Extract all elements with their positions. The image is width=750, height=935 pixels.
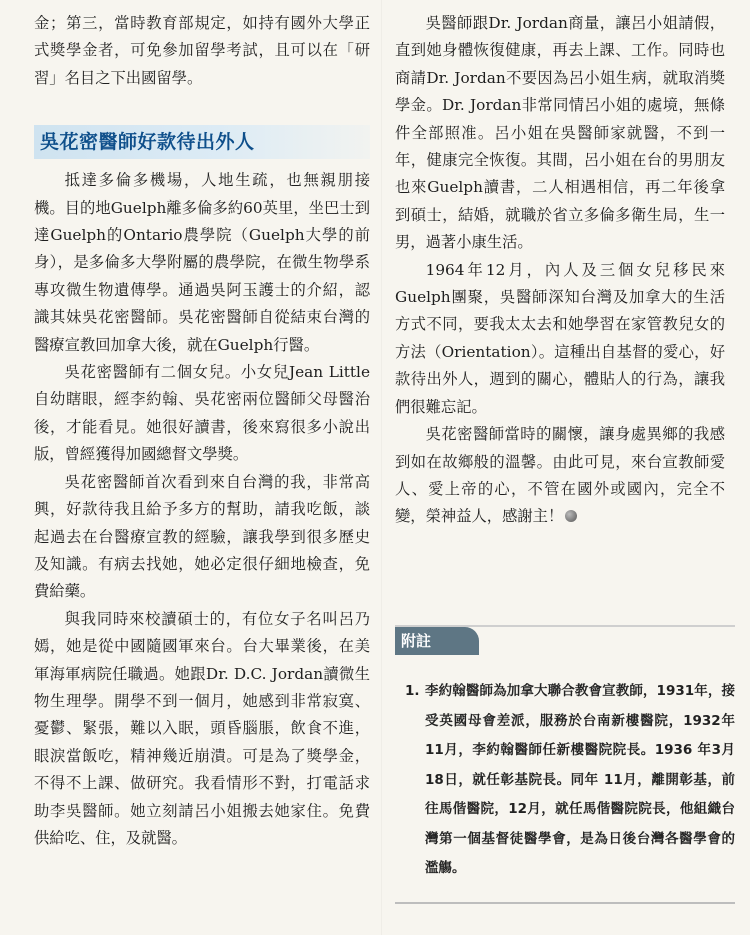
notes-list (395, 677, 735, 884)
footnote-item (395, 677, 735, 884)
left-column (34, 10, 370, 852)
body-paragraph: 吳花密醫師有二個女兒。小女兒Jean Little自幼瞎眼，經李約翰、吳花密兩位醫師父母醫治後，才能看見。她很好讀書，後來寫很多小說出版，曾經獲得加國總督文學獎。 (34, 363, 370, 464)
intro-paragraph: 金；第三，當時教育部規定，如持有國外大學正式獎學金者，可免參加留學考試，且可以在「研習」名目之下出國留學。 (34, 14, 370, 87)
page-gutter (381, 0, 382, 935)
body-paragraph: 吳醫師跟Dr. Jordan商量，讓呂小姐請假，直到她身體恢復健康，再去上課、工作。同時也商請Dr. Jordan不要因為呂小姐生病，就取消獎學金。Dr. Jordan非常同情呂小姐的處境，無條件全部照准。呂小姐在吳醫師家就醫，不到一年，健康完全恢復。其間，呂小姐在台的男朋友也來Guelph讀書，二人相遇相信，再二年後拿到碩士，結婚，就職於省立多倫多衛生局，生一男，過著小康生活。 (395, 14, 725, 252)
right-column (395, 10, 725, 531)
footnote-number: 1. (405, 683, 420, 699)
notes-header: 附註 (395, 627, 479, 655)
section-heading-text: 吳花密醫師好款待出外人 (40, 130, 255, 153)
body-paragraph: 1964年12月，內人及三個女兒移民來Guelph團聚，吳醫師深知台灣及加拿大的生活方式不同，要我太太去和她學習在家管教兒女的方法（Orientation）。這種出自基督的愛心，好款待出外人，週到的關心，體貼人的行為，讓我們很難忘記。 (395, 260, 725, 416)
section-heading (34, 125, 370, 159)
body-paragraph: 抵達多倫多機場，人地生疏，也無親朋接機。目的地Guelph離多倫多約60英里，坐巴士到達Guelph的Ontario農學院（Guelph大學的前身），是多倫多大學附屬的農學院，在微生物學系專攻微生物遺傳學。通過吳阿玉護士的介紹，認識其妹吳花密醫師。吳花密醫師自從結束台灣的醫療宣教回加拿大後，就在Guelph行醫。 (34, 171, 370, 354)
closing-paragraph-text: 吳花密醫師當時的關懷，讓身處異鄉的我感到如在故鄉般的溫馨。由此可見，來台宣教師愛人、愛上帝的心，不管在國外或國內，完全不變，榮神益人，感謝主！ (395, 425, 725, 526)
end-mark-icon (565, 510, 577, 522)
body-paragraph: 與我同時來校讀碩士的，有位女子名叫呂乃嫣，她是從中國隨國軍來台。台大畢業後，在美軍海軍病院任職過。她跟Dr. D.C. Jordan讀微生物生理學。開學不到一個月，她感到非常寂寞、憂鬱、緊張，難以入眠，頭昏腦脹，飲食不進，眼淚當飯吃，精神幾近崩潰。可是為了獎學金，不得不上課、做研究。我看情形不對，打電話求助李吳醫師。她立刻請呂小姐搬去她家住。免費供給吃、住，及就醫。 (34, 609, 370, 847)
closing-paragraph (395, 421, 725, 531)
body-paragraph: 吳花密醫師首次看到來自台灣的我，非常高興，好款待我且給予多方的幫助，請我吃飯，談起過去在台醫療宣教的經驗，讓我學到很多歷史及知識。有病去找她，她必定很仔細地檢查，免費給藥。 (34, 472, 370, 601)
notes-bottom-rule (395, 902, 735, 904)
footnote-text: 李約翰醫師為加拿大聯合教會宣教師，1931年，接受英國母會差派，服務於台南新樓醫院，1932年11月，李約翰醫師任新樓醫院院長。1936 年3月18日，就任彰基院長。同年 11月，離開彰基，前往馬偕醫院，12月，就任馬偕醫院院長，他組織台灣第一個基督徒醫學會，是為日後台灣各醫學會的濫觴。 (425, 683, 735, 876)
footnotes-box (395, 625, 735, 884)
